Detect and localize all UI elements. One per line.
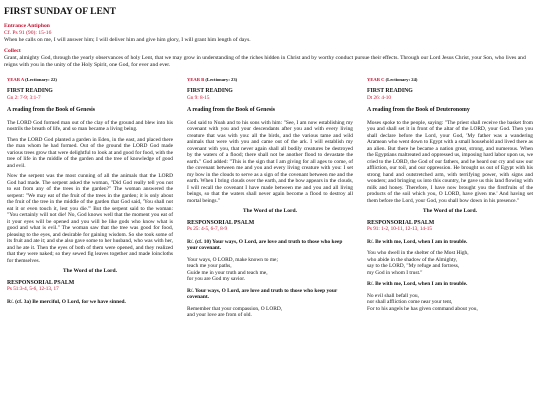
page-title: FIRST SUNDAY OF LENT (4, 7, 117, 17)
reading-paragraph: Now the serpent was the most cunning of all the animals that the LORD God had made. The serpent asked the woman, "Did God really tell you not to eat from any of the trees in the garden?" The woman answered the serpent: "We may eat of the fruit of the trees in the garden; it is only about the fruit of the tree in the middle of the garden that God said, 'You shall not eat it or even touch it, lest you die.'" But the serpent said to the woman: "You certainly will not die! No, God knows well that the moment you eat of it your eyes will be opened and you will be like gods who know what is good and what is evil." The woman saw that the tree was good for food, pleasing to the eyes, and desirable for gaining wisdom. So she took some of its fruit and ate it; and she also gave some to her husband, who was with her, and he ate it. Then the eyes of both of them were opened, and they realized that they were naked; so they sewed fig leaves together and made loincloths for themselves. (7, 173, 173, 264)
year-header (7, 77, 173, 84)
word-of-the-lord: The Word of the Lord. (62, 268, 118, 275)
entrance-antiphon (4, 23, 536, 43)
psalm-label: RESPONSORIAL PSALM (187, 219, 255, 226)
psalm-cite: Ps 91: 1-2, 10-11, 12-13, 14-15 (367, 226, 432, 233)
psalm-response: R/. (cf. 10) Your ways, O Lord, are love and truth to those who keep your covenant. (187, 238, 343, 252)
psalm-response: R/. Be with me, Lord, when I am in trouble. (367, 238, 468, 245)
word-of-the-lord: The Word of the Lord. (242, 208, 298, 215)
psalm-response: R/. (cf. 3a) Be merciful, O Lord, for we have sinned. (7, 298, 126, 305)
year-label: YEAR A (7, 76, 24, 82)
collect (4, 48, 536, 68)
reading-paragraph: Moses spoke to the people, saying: "The priest shall receive the basket from you and shall set it in front of the altar of the LORD, your God. Then you shall declare before the Lord, your God, 'My father was a wandering Aramean who went down to Egypt with a small household and lived there as an alien. But there he became a nation great, strong, and numerous. When the Egyptians maltreated and oppressed us, imposing hard labor upon us, we cried to the LORD, the God of our fathers, and he heard our cry and saw our affliction, our toil, and our oppression. He brought us out of Egypt with his strong hand and outstretched arm, with terrifying power, with signs and wonders; and bringing us into this country, he gave us this land flowing with milk and honey. Therefore, I have now brought you the firstfruits of the products of the soil which you, O LORD, have given me.' And having set them before the Lord, your God, you shall bow down in his presence." (367, 119, 533, 204)
column-year-b (187, 77, 353, 323)
column-year-c (367, 77, 533, 323)
reading-title: A reading from the Book of Genesis (187, 107, 276, 114)
year-header (187, 77, 353, 84)
first-reading-label: FIRST READING (7, 88, 53, 95)
column-year-a (7, 77, 173, 323)
reading-paragraph: The LORD God formed man out of the clay of the ground and blew into his nostrils the breath of life, and so man became a living being. (7, 119, 173, 133)
year-header (367, 77, 533, 84)
word-of-the-lord: The Word of the Lord. (422, 208, 478, 215)
psalm-label: RESPONSORIAL PSALM (367, 219, 435, 226)
psalm-verse: Your ways, O LORD, make known to me; teach me your paths, Guide me in your truth and teach me, for you are God my savior. (187, 256, 278, 283)
readings-columns (4, 77, 536, 323)
collect-label: Collect (4, 48, 21, 55)
collect-text: Grant, almighty God, through the yearly observances of holy Lent, that we may grow in understanding of the riches hidden in Christ and by worthy conduct pursue their effects. Through our Lord Jesus Christ, your Son, who lives and reigns with you in the unity of the Holy Spirit, one God, for ever and ever. (4, 55, 526, 68)
reading-paragraph: Then the LORD God planted a garden in Eden, in the east, and placed there the man whom he had formed. Out of the ground the LORD God made various trees grow that were delightful to look at and good for food, with the tree of life in the middle of the garden and the tree of knowledge of good and evil. (7, 136, 173, 169)
reading-cite: Gn 2: 7-9; 3:1-7 (7, 94, 41, 101)
reading-cite: Gn 9: 8-15 (187, 94, 210, 101)
lectionary-number: (Lectionary: 22) (25, 76, 57, 82)
year-label: YEAR C (367, 76, 385, 82)
lectionary-number: (Lectionary: 23) (205, 76, 238, 82)
psalm-cite: Ps 51:3-4, 5-6, 12-13, 17 (7, 286, 59, 293)
reading-cite: Dt 26: 4-10 (367, 94, 391, 101)
reading-title: A reading from the Book of Genesis (7, 107, 96, 114)
psalm-verse: Remember that your compassion, O LORD, and your love are from of old. (187, 305, 283, 319)
psalm-verse: No evil shall befall you, nor shall affliction come near your tent, For to his angels he has given command about you, (367, 292, 478, 312)
lectionary-number: (Lectionary: 24) (385, 76, 418, 82)
year-label: YEAR B (187, 76, 205, 82)
antiphon-cite: Cf. Ps 91 (90): 15-16 (4, 29, 52, 36)
psalm-response: R/. Your ways, O Lord, are love and truth to those who keep your covenant. (187, 287, 338, 301)
reading-title: A reading from the Book of Deuteronomy (367, 107, 470, 114)
reading-paragraph: God said to Noah and to his sons with him: "See, I am now establishing my covenant with you and your descendants after you and with every living creature that was with you: all the birds, and the various tame and wild animals that were with you and came out of the ark. I will establish my covenant with you, that never again shall all bodily creatures be destroyed by the waters of a flood; there shall not be another flood to devastate the earth." God added: "This is the sign that I am giving for all ages to come, of the covenant between me and you and every living creature with you: I set my bow in the clouds to serve as a sign of the covenant between me and the earth. When I bring clouds over the earth, and the bow appears in the clouds, I will recall the covenant I have made between me and you and all living beings, so that the waters shall never again become a flood to destroy all mortal beings." (187, 119, 353, 204)
antiphon-label: Entrance Antiphon (4, 23, 50, 29)
first-reading-label: FIRST READING (187, 88, 233, 95)
antiphon-text: When he calls on me, I will answer him; I will deliver him and give him glory, I will grant him length of days. (4, 36, 251, 43)
psalm-verse: You who dwell in the shelter of the Most High, who abide in the shadow of the Almighty, say to the LORD, "My refuge and fortress, my God in whom I trust." (367, 250, 469, 276)
first-reading-label: FIRST READING (367, 88, 413, 95)
psalm-label: RESPONSORIAL PSALM (7, 279, 75, 286)
psalm-response: R/. Be with me, Lord, when I am in trouble. (367, 281, 468, 288)
psalm-cite: Ps 25: 4-5, 6-7, 8-9 (187, 226, 228, 233)
